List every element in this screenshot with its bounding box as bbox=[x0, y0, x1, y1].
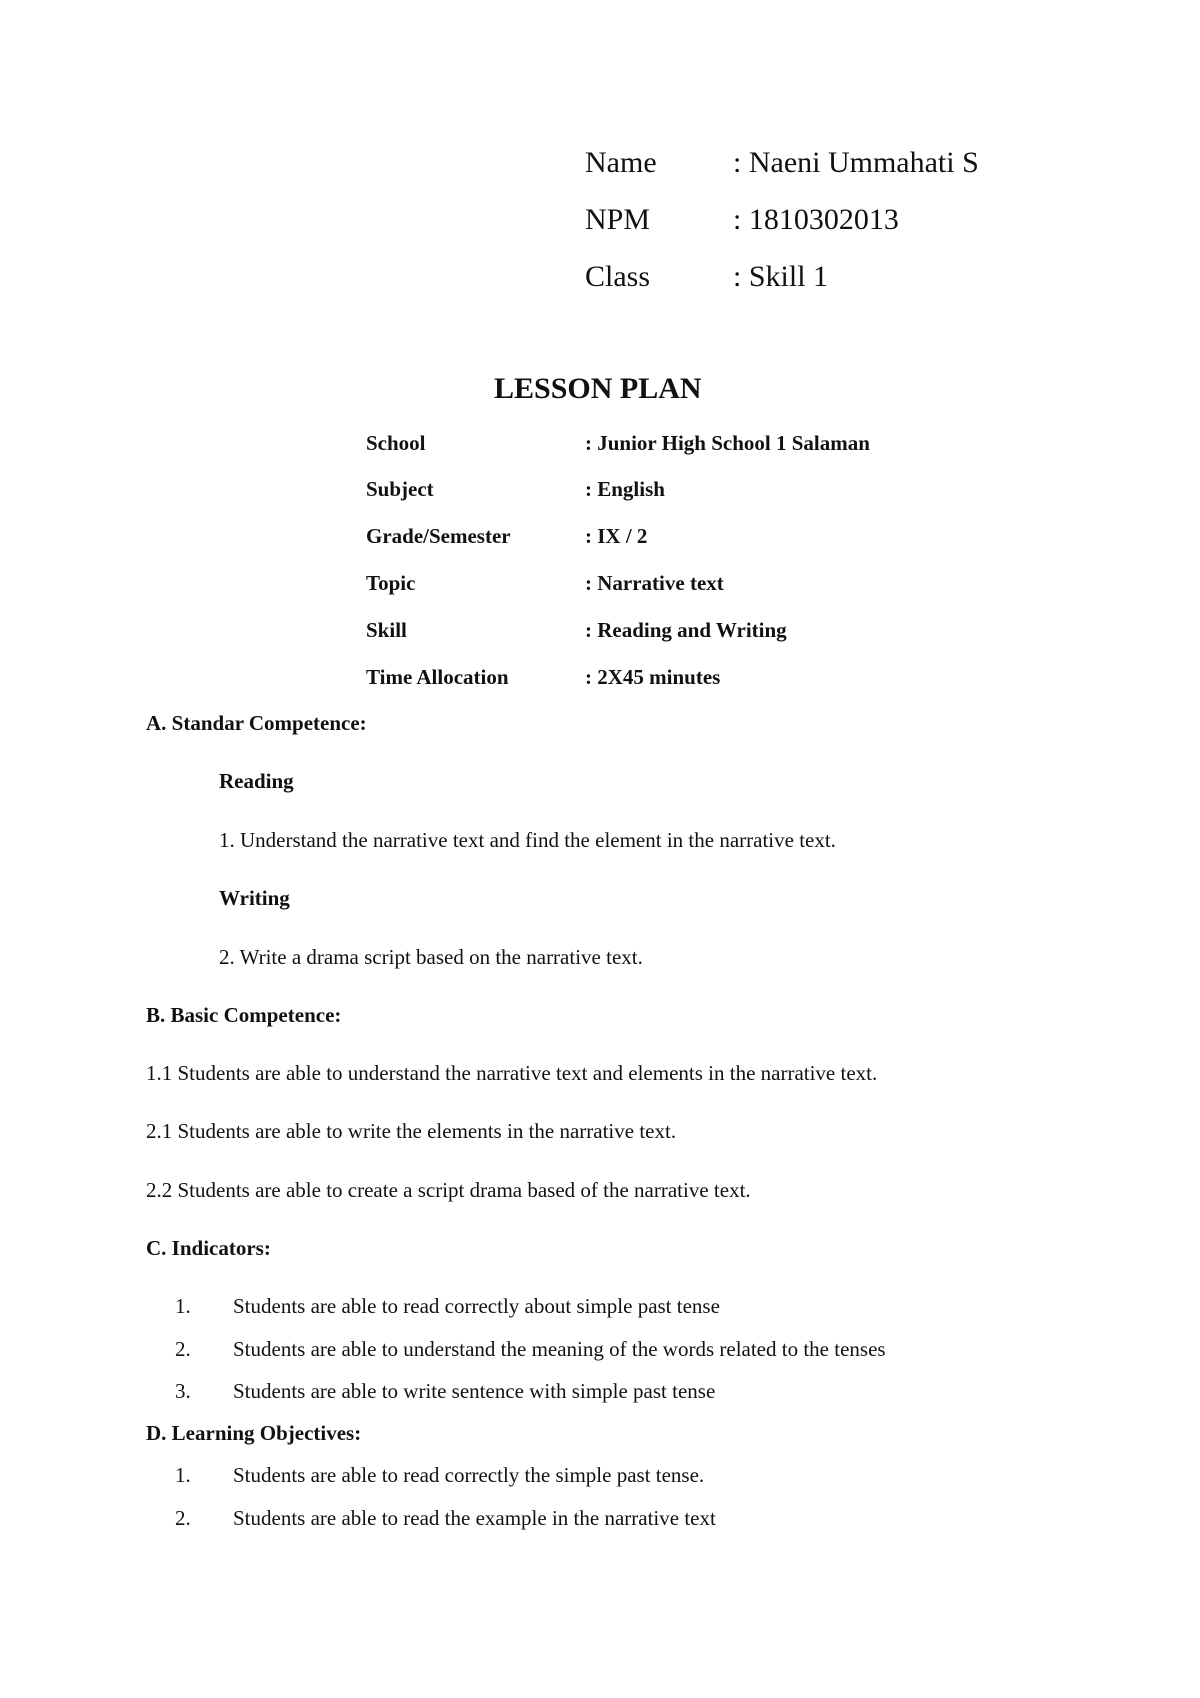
indicator-number: 3. bbox=[175, 1379, 191, 1403]
objective-text: Students are able to read the example in the narrative text bbox=[233, 1506, 716, 1530]
basic-competence-item: 2.2 Students are able to create a script drama based of the narrative text. bbox=[146, 1178, 751, 1202]
meta-label-subject: Subject bbox=[366, 477, 434, 501]
objective-number: 1. bbox=[175, 1463, 191, 1487]
reading-item: 1. Understand the narrative text and find the element in the narrative text. bbox=[219, 828, 836, 852]
section-a-heading: A. Standar Competence: bbox=[146, 711, 367, 735]
npm-label: NPM bbox=[585, 203, 651, 236]
meta-value-grade: : IX / 2 bbox=[585, 524, 648, 548]
objective-text: Students are able to read correctly the simple past tense. bbox=[233, 1463, 705, 1487]
writing-label: Writing bbox=[219, 886, 290, 910]
name-label: Name bbox=[585, 146, 657, 179]
page-title: LESSON PLAN bbox=[494, 372, 702, 405]
meta-value-skill: : Reading and Writing bbox=[585, 618, 787, 642]
meta-value-subject: : English bbox=[585, 477, 665, 501]
npm-value: : 1810302013 bbox=[733, 203, 899, 236]
name-value: : Naeni Ummahati S bbox=[733, 146, 979, 179]
section-c-heading: C. Indicators: bbox=[146, 1236, 271, 1260]
basic-competence-item: 2.1 Students are able to write the elements in the narrative text. bbox=[146, 1119, 677, 1143]
meta-value-topic: : Narrative text bbox=[585, 571, 724, 595]
meta-value-school: : Junior High School 1 Salaman bbox=[585, 431, 870, 455]
meta-value-time: : 2X45 minutes bbox=[585, 665, 721, 689]
indicator-number: 1. bbox=[175, 1294, 191, 1318]
objective-number: 2. bbox=[175, 1506, 191, 1530]
indicator-number: 2. bbox=[175, 1337, 191, 1361]
indicator-text: Students are able to write sentence with simple past tense bbox=[233, 1379, 716, 1403]
section-d-heading: D. Learning Objectives: bbox=[146, 1421, 362, 1445]
meta-label-grade: Grade/Semester bbox=[366, 524, 511, 548]
meta-label-school: School bbox=[366, 431, 426, 455]
indicator-text: Students are able to read correctly about simple past tense bbox=[233, 1294, 720, 1318]
class-value: : Skill 1 bbox=[733, 260, 829, 293]
class-label: Class bbox=[585, 260, 651, 293]
section-b-heading: B. Basic Competence: bbox=[146, 1003, 342, 1027]
meta-label-skill: Skill bbox=[366, 618, 407, 642]
indicator-text: Students are able to understand the meaning of the words related to the tenses bbox=[233, 1337, 886, 1361]
reading-label: Reading bbox=[219, 769, 294, 793]
meta-label-topic: Topic bbox=[366, 571, 416, 595]
basic-competence-item: 1.1 Students are able to understand the narrative text and elements in the narrative text. bbox=[146, 1061, 878, 1085]
meta-label-time: Time Allocation bbox=[366, 665, 509, 689]
writing-item: 2. Write a drama script based on the narrative text. bbox=[219, 945, 643, 969]
